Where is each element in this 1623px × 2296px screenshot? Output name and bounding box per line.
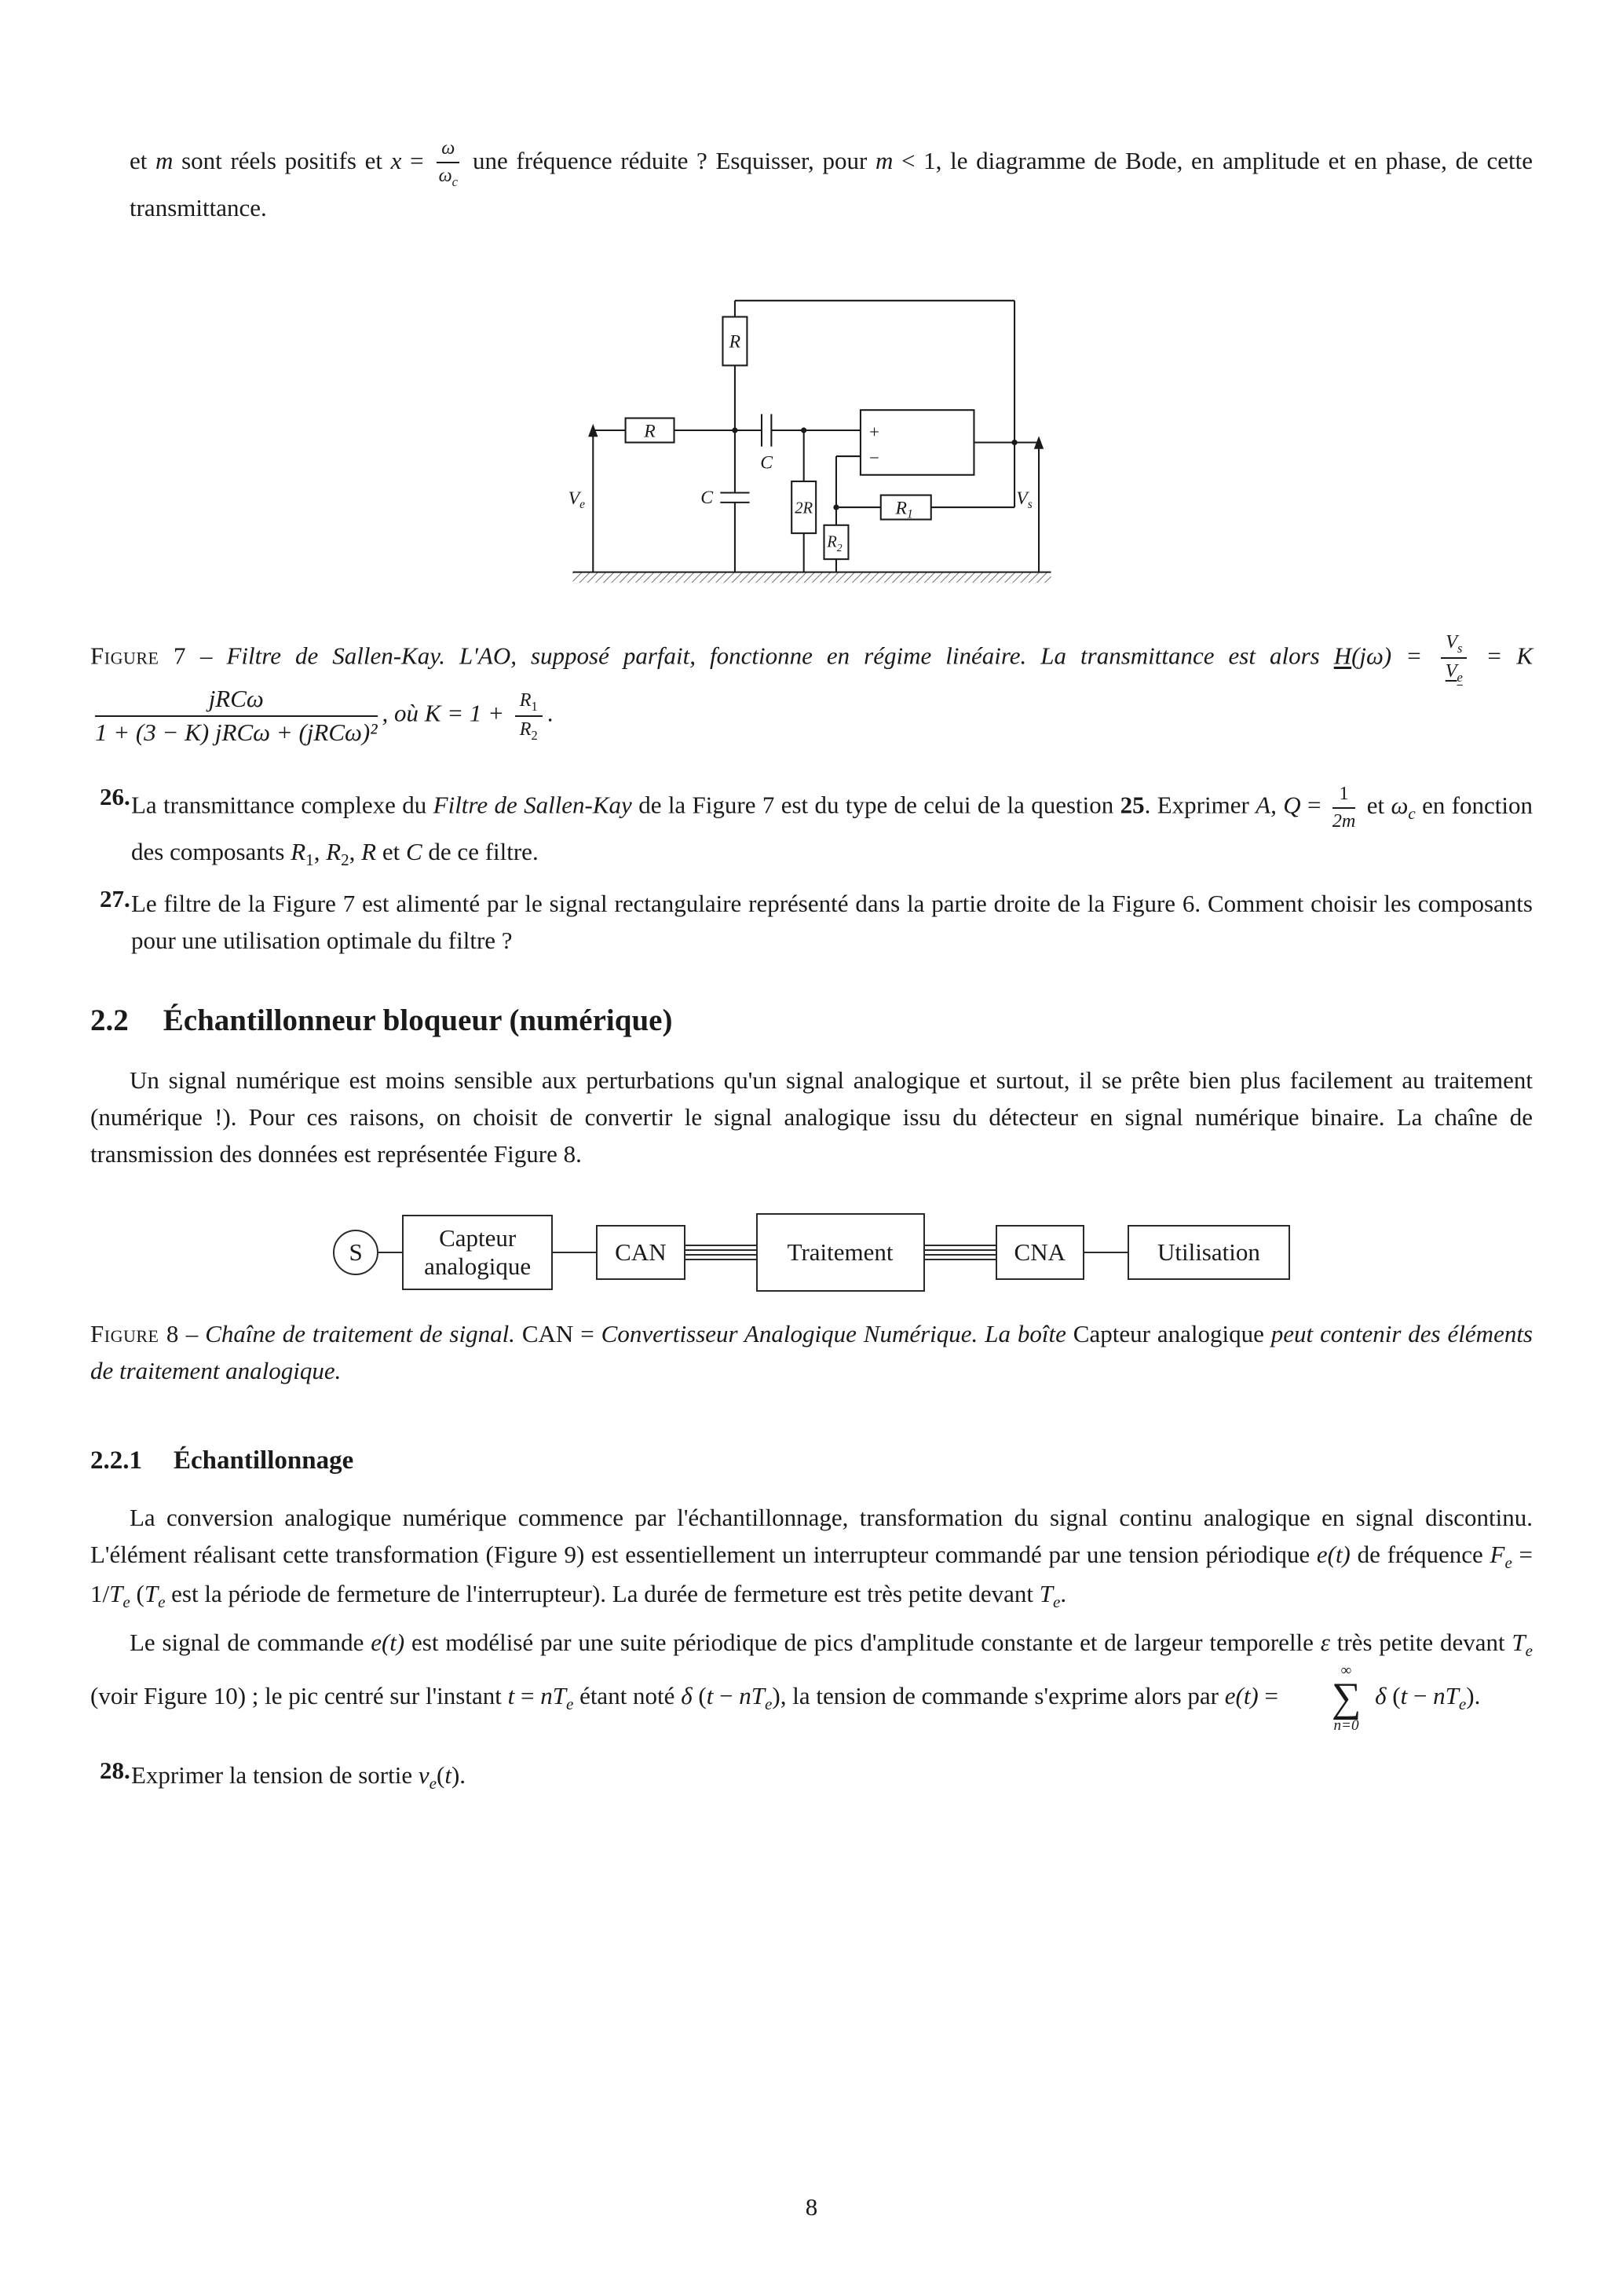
source-node: S — [333, 1230, 378, 1275]
text-run: Le filtre de la Figure 7 est alimenté par le signal rectangulaire représenté dans la partie droite de la Figure 6. Comment choisir les composants pour une utilisation optimale du filtre ? — [131, 889, 1533, 954]
question-text — [131, 1757, 1533, 1796]
fraction-denominator — [515, 717, 543, 743]
text-run: x — [390, 146, 402, 174]
text-run: ε — [1320, 1629, 1330, 1657]
question-28 — [90, 1757, 1533, 1796]
text-run: de la Figure 7 est du type de celui de la question — [631, 792, 1120, 820]
text-run: T — [1039, 1579, 1053, 1607]
text-run: La conversion analogique numérique commence par l'échantillonnage, transformation du signal continu analogique en signal discontinu. L'élément réalisant cette transformation (Figure 9) est essentiellement un interrupteur commandé par une tension périodique — [90, 1503, 1533, 1568]
text-segment — [90, 1066, 1533, 1168]
text-run: = — [1300, 792, 1328, 820]
figure7-circuit-diagram — [561, 256, 1063, 605]
op-amp-minus-input: − — [868, 448, 879, 468]
text-run: V — [1446, 631, 1457, 653]
text-run: c — [451, 174, 458, 189]
text-run: t — [507, 1681, 515, 1709]
text-run: en fonction des composants — [131, 792, 1533, 865]
text-run: peut contenir des éléments de traitement analogique. — [90, 1320, 1533, 1385]
text-segment — [90, 1503, 1533, 1612]
text-run: e — [765, 1694, 773, 1713]
text-run: R — [291, 837, 306, 865]
text-segment — [1369, 1681, 1481, 1713]
text-segment — [382, 700, 510, 727]
text-run: nT — [739, 1681, 766, 1709]
circuit-wires — [572, 301, 1051, 583]
text-run: nT — [540, 1681, 566, 1709]
question-27 — [90, 885, 1533, 959]
text-run: 2 — [531, 727, 538, 743]
digital-bus-wire — [925, 1245, 996, 1260]
text-run: c — [1408, 804, 1416, 824]
section-2-2-1-heading — [90, 1446, 1533, 1475]
text-run: = 1 + — [440, 699, 510, 727]
summation-symbol — [1292, 1663, 1362, 1733]
text-run: ( — [130, 1579, 144, 1607]
text-run: e(t) — [1224, 1681, 1259, 1709]
text-segment — [131, 1760, 466, 1793]
text-run: T — [109, 1579, 123, 1607]
fraction-r1-r2 — [515, 689, 543, 743]
text-run: e — [1504, 1552, 1512, 1572]
fraction-numerator: ω — [437, 137, 459, 163]
ground-hatch — [572, 572, 1051, 583]
text-run: Filtre de Sallen-Kay — [433, 792, 632, 820]
text-run: t — [706, 1681, 714, 1709]
signal-wire — [553, 1252, 596, 1253]
question-number: 26. — [100, 783, 130, 811]
text-run: 25 — [1120, 792, 1145, 820]
text-run: – — [178, 1320, 206, 1348]
text-run: de fréquence — [1350, 1540, 1490, 1568]
digital-bus-wire — [685, 1245, 756, 1260]
text-segment — [90, 1320, 1533, 1384]
text-run: Capteur analogique — [1073, 1320, 1271, 1348]
text-segment — [547, 700, 554, 727]
fraction-denominator — [437, 163, 459, 189]
text-run: est modélisé par une suite périodique de pics d'amplitude constante et de largeur temporelle — [404, 1629, 1321, 1657]
text-run: (voir Figure 10) ; le pic centré sur l'instant — [90, 1681, 508, 1709]
text-run: e — [1052, 1592, 1061, 1612]
fraction-numerator — [515, 689, 543, 717]
fraction-denominator: 2m — [1332, 810, 1356, 832]
label-output-voltage: $V_s$ — [1015, 488, 1033, 511]
text-run: H — [1333, 642, 1352, 670]
text-run: δ — [1369, 1681, 1387, 1709]
text-run: = — [401, 146, 433, 174]
text-run: étant noté — [573, 1681, 682, 1709]
text-run: , — [349, 837, 362, 865]
text-run: . — [546, 699, 554, 727]
text-run: Un signal numérique est moins sensible aux perturbations qu'un signal analogique et surtout, il se prête bien plus facilement au traitement (numérique !). Pour ces raisons, on choisit de convertir le signal analogique issu du détecteur en signal numérique binaire. La chaîne de transmission des données est représentée Figure 8. — [90, 1066, 1533, 1168]
signal-wire — [378, 1252, 402, 1253]
fraction-numerator — [1441, 631, 1467, 659]
text-run: V — [1445, 660, 1457, 682]
text-run: Chaîne de traitement de signal. — [205, 1320, 515, 1348]
text-run: , — [313, 837, 327, 865]
text-run: ). — [1466, 1681, 1481, 1709]
text-run: nT — [1433, 1681, 1459, 1709]
figure7-caption — [90, 631, 1533, 748]
signal-wire — [1084, 1252, 1128, 1253]
text-run: m — [155, 146, 174, 174]
text-run: e — [1458, 1694, 1467, 1713]
text-run: et — [1360, 792, 1391, 820]
section-title: Échantillonneur bloqueur (numérique) — [163, 1003, 673, 1037]
text-run: C — [405, 837, 422, 865]
text-run: de ce filtre. — [422, 837, 539, 865]
can-box: CAN — [596, 1225, 685, 1280]
text-run: R — [519, 689, 532, 711]
text-segment — [131, 890, 1533, 954]
text-run: R — [361, 837, 377, 865]
op-amp-plus-input: + — [868, 422, 879, 442]
text-run: K — [1516, 642, 1533, 670]
question-number: 28. — [100, 1756, 130, 1784]
text-run: , où — [382, 699, 425, 727]
question-text — [131, 885, 1533, 959]
text-run: − — [1407, 1681, 1434, 1709]
figure8-caption — [90, 1315, 1533, 1389]
text-run: e — [158, 1592, 166, 1612]
text-run: ω — [1391, 792, 1409, 820]
text-run: Convertisseur Analogique Numérique. — [601, 1320, 978, 1348]
section-number: 2.2 — [90, 1003, 129, 1037]
text-run: Filtre de Sallen-Kay. L'AO, supposé parfait, fonctionne en régime linéaire. La transmittance est alors — [226, 642, 1334, 670]
question-26 — [90, 783, 1533, 872]
text-run: = — [1258, 1681, 1285, 1709]
text-run: s — [1457, 640, 1463, 656]
fraction-vs-ve — [1441, 631, 1467, 685]
text-run: . — [1060, 1579, 1067, 1607]
cna-box: CNA — [996, 1225, 1084, 1280]
text-run: F — [1490, 1540, 1505, 1568]
traitement-box: Traitement — [756, 1213, 925, 1292]
text-run: ( — [692, 1681, 707, 1709]
text-run: ), la tension de commande s'exprime alors par — [772, 1681, 1225, 1709]
text-run: 2 — [341, 850, 349, 869]
question-text — [131, 783, 1533, 872]
fraction-denominator — [95, 717, 378, 748]
text-run: = 1/ — [90, 1540, 1533, 1607]
label-resistor-top: R — [729, 331, 740, 353]
fraction-omega-omegac — [437, 137, 459, 189]
text-run: CAN = — [514, 1320, 601, 1348]
text-run: ( — [437, 1760, 445, 1789]
text-run: très petite devant — [1329, 1629, 1512, 1657]
text-segment — [130, 147, 432, 174]
text-run: est la période de fermeture de l'interrupteur). La durée de fermeture est très petite devant — [165, 1579, 1040, 1607]
text-run: R — [326, 837, 342, 865]
text-run: Exprimer la tension de sortie — [131, 1760, 419, 1789]
figure8-chain-diagram — [90, 1213, 1533, 1292]
sigma-icon: ∑ — [1331, 1675, 1362, 1721]
text-segment — [90, 642, 1436, 669]
capteur-box — [402, 1215, 553, 1290]
text-run: e — [122, 1592, 130, 1612]
text-segment — [131, 792, 1328, 819]
text-run: e(t) — [1316, 1540, 1351, 1568]
text-run: ). — [451, 1760, 466, 1789]
text-run: et — [130, 146, 156, 174]
utilisation-box: Utilisation — [1128, 1225, 1290, 1280]
paragraph-sampling-1 — [90, 1499, 1533, 1615]
label-resistor-r1: $R_1$ — [895, 498, 913, 521]
text-run: jRCω — [208, 685, 264, 713]
fraction-1-2m — [1332, 783, 1356, 832]
text-run: v — [418, 1760, 430, 1789]
fraction-denominator — [1441, 659, 1467, 685]
text-run: La transmittance complexe du — [131, 792, 433, 820]
text-run: = — [514, 1681, 541, 1709]
text-run: . Exprimer — [1144, 792, 1256, 820]
text-run: δ — [681, 1681, 693, 1709]
text-run: = — [1471, 642, 1517, 670]
question-list — [90, 783, 1533, 959]
text-run: (jω) = — [1351, 642, 1437, 670]
text-run: K — [424, 699, 441, 727]
text-run: ω — [438, 164, 452, 186]
summation-lower-limit: n=0 — [1333, 1717, 1359, 1734]
text-run: e(t) — [371, 1629, 405, 1657]
text-run: t — [1400, 1681, 1408, 1709]
capteur-label-line1: Capteur — [439, 1224, 517, 1252]
section-title: Échantillonnage — [174, 1446, 354, 1475]
text-run: 1 — [531, 698, 538, 714]
paragraph-sampling-2 — [90, 1624, 1533, 1733]
text-run: Figure 7 — [90, 642, 186, 670]
text-run: e — [429, 1773, 437, 1793]
text-run: Figure 8 — [90, 1320, 179, 1348]
text-run: ( — [1386, 1681, 1401, 1709]
section-2-2-heading — [90, 1003, 1533, 1038]
paragraph-numerique — [90, 1062, 1533, 1172]
text-run: – — [185, 642, 227, 670]
text-run: T — [1512, 1629, 1526, 1657]
question-list — [90, 1757, 1533, 1796]
paragraph-intro — [130, 137, 1533, 226]
text-run: m — [875, 146, 894, 174]
fraction-transfer — [95, 685, 378, 747]
text-run: t — [444, 1760, 451, 1789]
label-capacitor-shunt: C — [700, 487, 713, 508]
summation-upper-limit: ∞ — [1340, 1662, 1352, 1680]
text-run: 1 — [305, 850, 314, 869]
text-run: e — [1457, 669, 1463, 685]
text-segment — [1471, 642, 1533, 669]
text-run: < 1, le diagramme de Bode, en amplitude et en phase, de cette transmittance. — [130, 146, 1533, 221]
text-run: − — [713, 1681, 740, 1709]
text-run: une fréquence réduite ? Esquisser, pour — [464, 146, 875, 174]
fraction-numerator — [95, 685, 378, 717]
text-run: T — [144, 1579, 159, 1607]
text-run: R — [519, 718, 532, 740]
question-number: 27. — [100, 884, 130, 912]
section-number: 2.2.1 — [90, 1446, 142, 1475]
text-run: et — [376, 837, 406, 865]
label-resistor-r2: $R_2$ — [826, 533, 843, 554]
figure7-container — [90, 256, 1533, 611]
text-run: 1 + (3 − K) jRCω + (jRCω)² — [95, 718, 378, 746]
text-run: Le signal de commande — [130, 1629, 371, 1657]
label-input-voltage: $V_e$ — [568, 488, 585, 511]
text-run: e — [565, 1694, 574, 1713]
capteur-label-line2: analogique — [424, 1252, 532, 1281]
text-run: A, Q — [1256, 792, 1301, 820]
text-run: La boîte — [978, 1320, 1073, 1348]
label-resistor-left: R — [643, 421, 656, 442]
text-run: e — [1525, 1641, 1533, 1661]
fraction-numerator: 1 — [1332, 783, 1356, 809]
text-run: sont réels positifs et — [173, 146, 391, 174]
label-capacitor-series: C — [759, 452, 773, 473]
page-number: 8 — [805, 2193, 818, 2221]
label-resistor-2r: 2R — [794, 499, 813, 517]
